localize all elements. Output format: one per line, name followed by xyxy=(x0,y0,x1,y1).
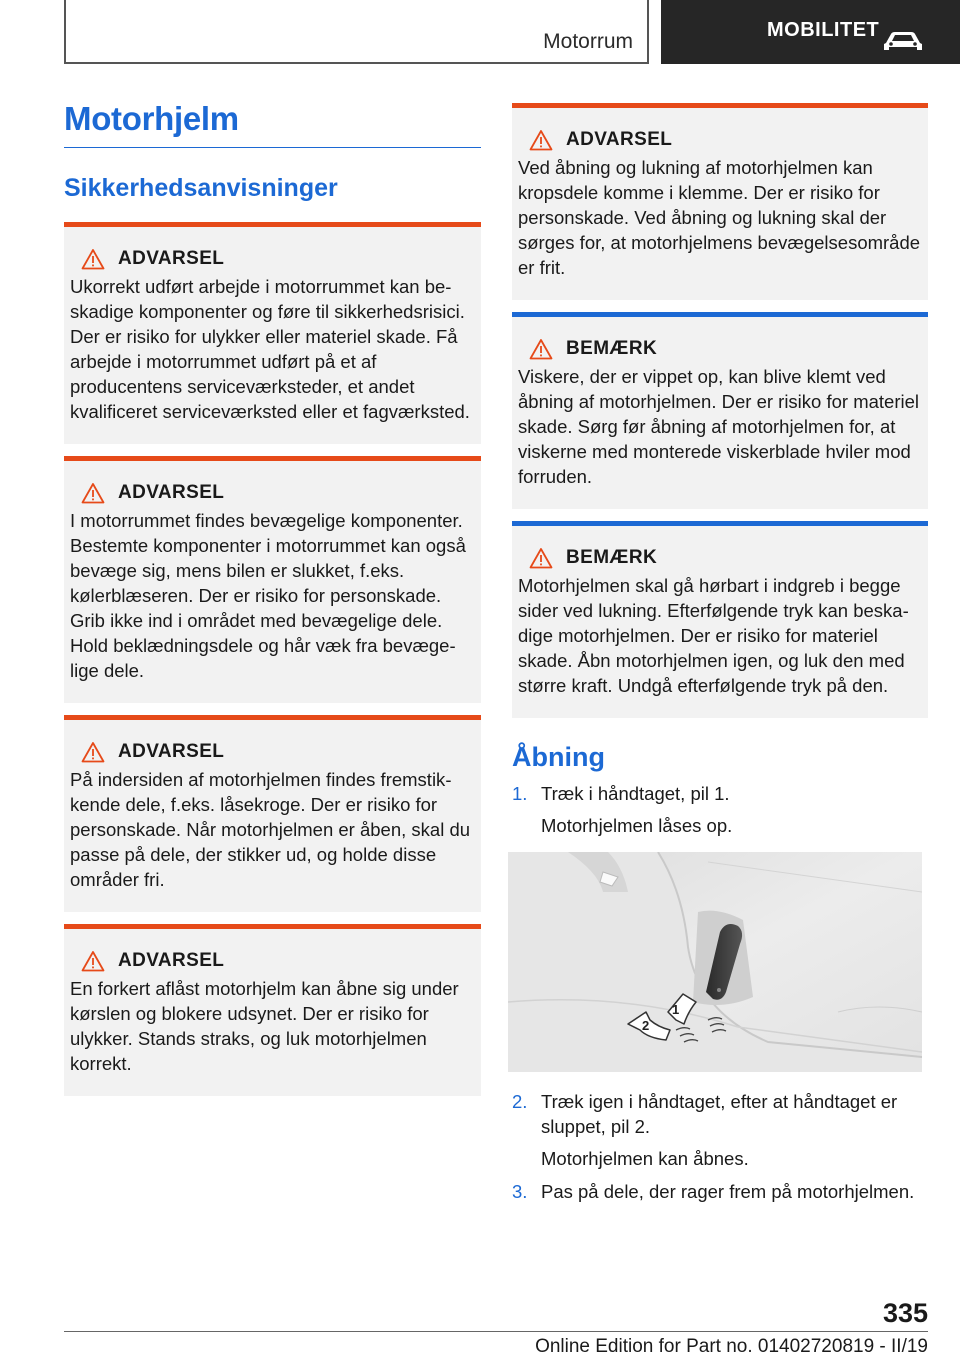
warning-triangle-icon xyxy=(81,248,105,270)
step-number: 3. xyxy=(512,1181,528,1202)
warning-text: Ukorrekt udført arbejde i motorrummet kan beskadige komponenter og føre til sikkerhedsrisici. Der er risiko for ulykker eller materiel skade. Få arbejde i motorrummet udført på et af producentens serviceværksteder, et andet kvalificeret serviceværksted eller et fagværksted. xyxy=(70,276,470,422)
header-chapter-label: MOBILITET xyxy=(767,18,880,41)
warning-triangle-icon xyxy=(81,482,105,504)
step-number: 1. xyxy=(512,783,528,804)
warning-label: ADVARSEL xyxy=(566,129,673,150)
list-item xyxy=(512,1179,928,1204)
step-note: Motorhjelmen kan åbnes. xyxy=(541,1148,749,1169)
arrow-label-2: 2 xyxy=(642,1018,650,1033)
warning-box xyxy=(512,103,928,300)
warning-triangle-icon xyxy=(529,338,553,360)
header-section-tab xyxy=(64,0,649,64)
arrow-label-1: 1 xyxy=(672,1002,680,1017)
notice-label: BEMÆRK xyxy=(566,338,658,359)
hood-release-illustration xyxy=(508,852,922,1072)
right-column xyxy=(512,100,928,1204)
step-text: Pas på dele, der rager frem på motorhjelmen. xyxy=(541,1181,915,1202)
section-title: Åbning xyxy=(512,742,605,772)
warning-text: Ved åbning og lukning af motorhjelmen kan kropsdele komme i klemme. Der er risiko for personskade. Ved åbning og lukning skal der sørges for, at motorhjelmens bevægelsesområde er frit. xyxy=(518,157,921,278)
step-note: Motorhjelmen låses op. xyxy=(541,815,733,836)
notice-text: Motorhjelmen skal gå hørbart i indgreb i begge sider ved lukning. Efterfølgende tryk kan beskadige motorhjelmen. Der er risiko for materiel skade. Åbn motorhjelmen igen, og luk den med større kraft. Undgå efterfølgende tryk på den. xyxy=(518,575,909,696)
step-number: 2. xyxy=(512,1091,528,1112)
notice-text: Viskere, der er vippet op, kan blive klemt ved åbning af motorhjelmen. Der er risiko for materiel skade. Sørg før åbning af motorhjelmen for, at viskerne med monterede viskerblade hviler mod forruden. xyxy=(518,366,919,487)
subsection-title: Sikkerhedsanvisninger xyxy=(64,174,338,202)
page-title: Motorhjelm xyxy=(64,100,239,137)
warning-text: I motorrummet findes bevægelige komponenter. Bestemte komponenter i motorrummet kan også bevæge sig, mens bilen er slukket, f.eks. kølerblæseren. Der er risiko for personskade. Grib ikke ind i området med bevægelige dele. Hold beklædningsdele og hår væk fra bevægelige dele. xyxy=(70,510,466,681)
footer-edition: Online Edition for Part no. 01402720819 - II/19 xyxy=(535,1336,928,1357)
notice-box xyxy=(512,312,928,509)
warning-text: På indersiden af motorhjelmen findes fremstikkende dele, f.eks. låsekroge. Der er risiko for personskade. Når motorhjelmen er åben, skal du passe på dele, der stikker ud, og holde disse områder fri. xyxy=(70,769,471,890)
page-number: 335 xyxy=(882,1298,928,1328)
warning-box xyxy=(64,222,481,444)
header-section-label: Motorrum xyxy=(543,30,633,53)
footer-rule xyxy=(64,1331,928,1332)
car-icon xyxy=(882,29,924,53)
warning-triangle-icon xyxy=(529,547,553,569)
warning-triangle-icon xyxy=(81,741,105,763)
warning-triangle-icon xyxy=(81,950,105,972)
notice-box xyxy=(512,521,928,718)
list-item xyxy=(512,781,928,806)
warning-label: ADVARSEL xyxy=(118,950,225,971)
warning-text: En forkert aflåst motorhjelm kan åbne sig under kørslen og blokere udsynet. Der er risiko for ulykker. Stands straks, og luk motorhjelmen korrekt. xyxy=(70,978,459,1074)
warning-triangle-icon xyxy=(529,129,553,151)
left-column xyxy=(64,100,481,1096)
warning-box xyxy=(64,456,481,703)
list-item xyxy=(512,1089,928,1139)
warning-label: ADVARSEL xyxy=(118,482,225,503)
warning-box xyxy=(64,715,481,912)
step-text: Træk igen i håndtaget, efter at håndtaget er sluppet, pil 2. xyxy=(541,1091,898,1137)
step-text: Træk i håndtaget, pil 1. xyxy=(541,783,730,804)
warning-box xyxy=(64,924,481,1096)
notice-label: BEMÆRK xyxy=(566,547,658,568)
warning-label: ADVARSEL xyxy=(118,741,225,762)
warning-label: ADVARSEL xyxy=(118,248,225,269)
title-rule xyxy=(64,147,481,148)
